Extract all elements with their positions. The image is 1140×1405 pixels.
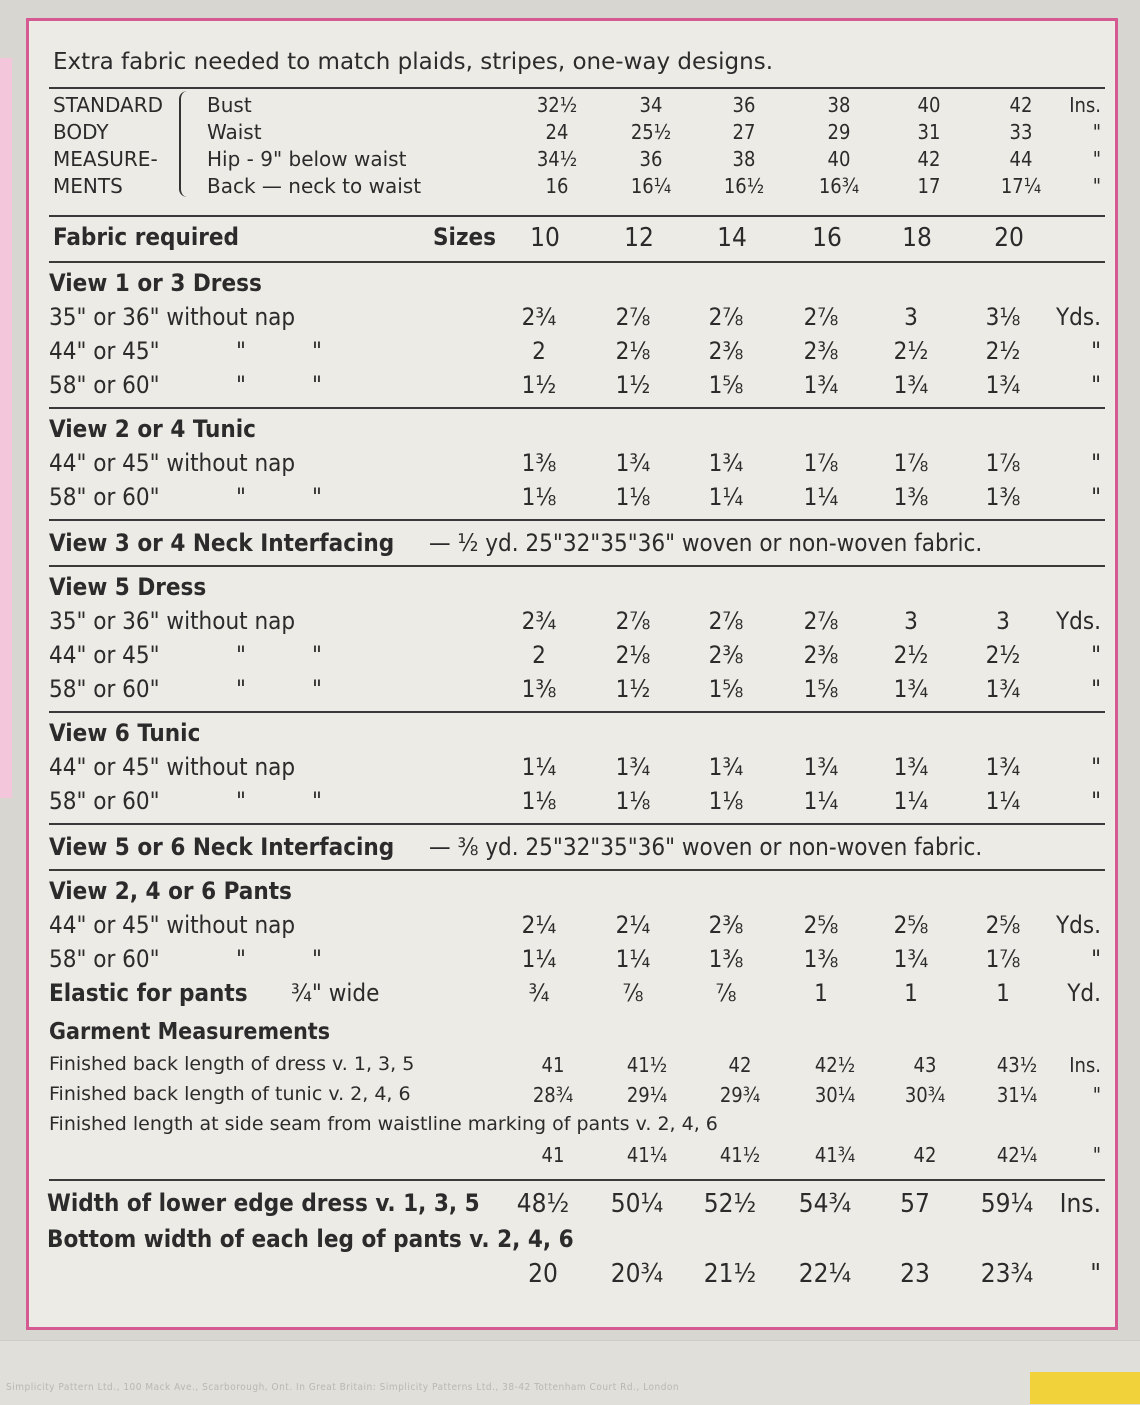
body-measure-value: 38 <box>827 93 851 117</box>
size-value: 3 <box>904 607 918 635</box>
section-title: View 5 Dress <box>49 573 207 601</box>
size-value: 1⅜ <box>985 483 1021 511</box>
row-label: 44" or 45" <box>49 641 160 669</box>
interfacing-title: View 5 or 6 Neck Interfacing <box>49 833 395 861</box>
rule-line <box>49 519 1105 521</box>
garment-label: Finished back length of tunic v. 2, 4, 6 <box>49 1083 411 1105</box>
garment-value: 43 <box>913 1053 937 1077</box>
interfacing-text: — ½ yd. 25"32"35"36" woven or non-woven fabric. <box>429 529 983 557</box>
width-value: 59¼ <box>980 1189 1034 1219</box>
width-value: 52½ <box>703 1189 757 1219</box>
garment-value: 28¾ <box>532 1083 574 1107</box>
size-value: 1⅝ <box>708 371 744 399</box>
body-measure-value: 34½ <box>536 147 578 171</box>
garment-value: 43½ <box>996 1053 1038 1077</box>
row-label-extra: ¾" wide <box>291 979 380 1007</box>
size-header: 20 <box>994 223 1024 253</box>
size-value: 1⅞ <box>803 449 839 477</box>
body-measure-label: Waist <box>207 120 262 144</box>
ditto-mark: " <box>312 483 322 511</box>
unit-label: Yds. <box>1056 303 1101 331</box>
size-value: 2½ <box>985 641 1021 669</box>
size-value: 1⅞ <box>985 449 1021 477</box>
garment-value: 42¼ <box>996 1143 1038 1167</box>
garment-value: 29¾ <box>719 1083 761 1107</box>
sizes-label: Sizes <box>433 223 497 251</box>
size-header: 16 <box>812 223 842 253</box>
size-value: 2⅜ <box>708 641 744 669</box>
rule-line <box>49 215 1105 217</box>
size-value: 1¼ <box>615 945 651 973</box>
row-label: Elastic for pants <box>49 979 248 1007</box>
size-value: 1⅛ <box>521 787 557 815</box>
width-value: 21½ <box>703 1259 757 1289</box>
ditto-mark: " <box>312 675 322 703</box>
body-measure-value: 25½ <box>630 120 672 144</box>
width-value: 20 <box>528 1259 558 1289</box>
rule-line <box>49 869 1105 871</box>
size-value: 2⅞ <box>803 303 839 331</box>
garment-value: 41½ <box>626 1053 668 1077</box>
size-value: 1¼ <box>521 753 557 781</box>
row-label: 58" or 60" <box>49 945 160 973</box>
row-label: 58" or 60" <box>49 483 160 511</box>
rule-line <box>49 711 1105 713</box>
garment-label: Finished back length of dress v. 1, 3, 5 <box>49 1053 415 1075</box>
size-value: 1⅜ <box>893 483 929 511</box>
row-label: 44" or 45" <box>49 337 160 365</box>
size-value: 1¾ <box>985 675 1021 703</box>
unit-label: " <box>1092 1143 1101 1167</box>
unit-label: " <box>1091 449 1101 477</box>
size-value: 1¾ <box>893 371 929 399</box>
interfacing-text: — ⅜ yd. 25"32"35"36" woven or non-woven fabric. <box>429 833 983 861</box>
yellow-tab <box>1030 1372 1140 1404</box>
width-label: Width of lower edge dress v. 1, 3, 5 <box>47 1189 480 1217</box>
row-label: 58" or 60" <box>49 787 160 815</box>
size-value: 1¼ <box>803 787 839 815</box>
size-value: 2¾ <box>521 303 557 331</box>
size-value: 2¼ <box>521 911 557 939</box>
size-value: 1¼ <box>803 483 839 511</box>
garment-value: 42½ <box>814 1053 856 1077</box>
size-value: 1¾ <box>615 753 651 781</box>
size-value: 2⅞ <box>803 607 839 635</box>
size-value: 2⅞ <box>615 303 651 331</box>
size-value: 1 <box>996 979 1010 1007</box>
unit-label: " <box>1092 1083 1101 1107</box>
width-value: 48½ <box>516 1189 570 1219</box>
unit-label: " <box>1091 787 1101 815</box>
garment-value: 29¼ <box>626 1083 668 1107</box>
ditto-mark: " <box>236 675 246 703</box>
ditto-mark: " <box>236 483 246 511</box>
size-value: 1¼ <box>985 787 1021 815</box>
size-value: 3⅛ <box>985 303 1021 331</box>
size-value: ⅞ <box>622 979 644 1007</box>
garment-label: Finished length at side seam from waistline marking of pants v. 2, 4, 6 <box>49 1113 718 1135</box>
pink-side-strip <box>0 58 12 798</box>
size-header: 18 <box>902 223 932 253</box>
unit-label: Yd. <box>1067 979 1101 1007</box>
size-value: 1¾ <box>615 449 651 477</box>
size-value: ¾ <box>528 979 550 1007</box>
size-header: 12 <box>624 223 654 253</box>
body-measure-value: 40 <box>827 147 851 171</box>
size-value: 1½ <box>615 371 651 399</box>
ditto-mark: " <box>312 945 322 973</box>
size-value: 1½ <box>521 371 557 399</box>
size-value: ⅞ <box>715 979 737 1007</box>
size-value: 2⅜ <box>708 911 744 939</box>
size-value: 1⅛ <box>521 483 557 511</box>
pattern-sheet <box>26 18 1118 1330</box>
ditto-mark: " <box>312 371 322 399</box>
size-value: 2⅞ <box>708 607 744 635</box>
body-measure-label: Bust <box>207 93 252 117</box>
size-value: 1¾ <box>803 753 839 781</box>
ditto-mark: " <box>312 337 322 365</box>
row-label: 35" or 36" without nap <box>49 607 296 635</box>
body-measure-side-label: BODY <box>53 120 109 144</box>
size-value: 2⅝ <box>893 911 929 939</box>
size-value: 1⅜ <box>521 449 557 477</box>
unit-label: " <box>1092 147 1101 171</box>
row-label: 44" or 45" without nap <box>49 753 296 781</box>
body-measure-side-label: MEASURE- <box>53 147 158 171</box>
section-title: View 6 Tunic <box>49 719 201 747</box>
size-value: 1¾ <box>893 675 929 703</box>
size-value: 1¾ <box>985 371 1021 399</box>
size-value: 1⅜ <box>803 945 839 973</box>
size-value: 1¾ <box>985 753 1021 781</box>
ditto-mark: " <box>312 787 322 815</box>
unit-label: " <box>1090 1259 1101 1289</box>
garment-value: 30¼ <box>814 1083 856 1107</box>
unit-label: Ins. <box>1069 93 1101 117</box>
rule-line <box>49 407 1105 409</box>
row-label: 35" or 36" without nap <box>49 303 296 331</box>
unit-label: Yds. <box>1056 911 1101 939</box>
size-value: 1¼ <box>708 483 744 511</box>
size-value: 2⅝ <box>803 911 839 939</box>
brace-icon <box>179 91 193 197</box>
header-note: Extra fabric needed to match plaids, stripes, one-way designs. <box>53 49 774 75</box>
size-value: 1½ <box>615 675 651 703</box>
rule-line <box>49 261 1105 263</box>
body-measure-value: 38 <box>732 147 756 171</box>
width-value: 23 <box>900 1259 930 1289</box>
width-value: 50¼ <box>610 1189 664 1219</box>
fabric-required-label: Fabric required <box>53 223 240 251</box>
body-measure-value: 17 <box>917 174 941 198</box>
body-measure-label: Hip - 9" below waist <box>207 147 407 171</box>
size-value: 1¾ <box>803 371 839 399</box>
size-value: 1 <box>904 979 918 1007</box>
size-value: 1⅛ <box>615 787 651 815</box>
row-label: 58" or 60" <box>49 371 160 399</box>
unit-label: " <box>1092 174 1101 198</box>
body-measure-value: 32½ <box>536 93 578 117</box>
size-value: 2⅜ <box>708 337 744 365</box>
body-measure-value: 42 <box>1009 93 1033 117</box>
size-value: 2⅛ <box>615 641 651 669</box>
garment-value: 41¾ <box>814 1143 856 1167</box>
body-measure-value: 29 <box>827 120 851 144</box>
width-value: 23¾ <box>980 1259 1034 1289</box>
body-measure-value: 34 <box>639 93 663 117</box>
garment-value: 41½ <box>719 1143 761 1167</box>
width-value: 57 <box>900 1189 930 1219</box>
body-measure-value: 16¾ <box>818 174 860 198</box>
publisher-imprint: Simplicity Pattern Ltd., 100 Mack Ave., Scarborough, Ont. In Great Britain: Simplicity Patterns Ltd., 38-42 Tottenham Court Rd., London <box>6 1382 680 1393</box>
unit-label: Ins. <box>1069 1053 1101 1077</box>
body-measure-value: 44 <box>1009 147 1033 171</box>
row-label: 44" or 45" without nap <box>49 911 296 939</box>
size-value: 1⅜ <box>708 945 744 973</box>
unit-label: " <box>1091 337 1101 365</box>
body-measure-value: 36 <box>639 147 663 171</box>
unit-label: " <box>1091 945 1101 973</box>
body-measure-value: 16 <box>545 174 569 198</box>
garment-value: 31¼ <box>996 1083 1038 1107</box>
size-value: 2¼ <box>615 911 651 939</box>
ditto-mark: " <box>236 337 246 365</box>
size-value: 1⅞ <box>893 449 929 477</box>
envelope-bottom <box>0 1340 1140 1405</box>
unit-label: " <box>1091 675 1101 703</box>
size-value: 2⅜ <box>803 337 839 365</box>
size-value: 1¾ <box>893 945 929 973</box>
ditto-mark: " <box>236 371 246 399</box>
body-measure-side-label: STANDARD <box>53 93 164 117</box>
size-value: 3 <box>996 607 1010 635</box>
size-value: 2⅛ <box>615 337 651 365</box>
unit-label: Ins. <box>1059 1189 1101 1219</box>
body-measure-value: 31 <box>917 120 941 144</box>
size-value: 1¼ <box>893 787 929 815</box>
size-value: 1⅝ <box>708 675 744 703</box>
section-title: View 2 or 4 Tunic <box>49 415 256 443</box>
size-header: 14 <box>717 223 747 253</box>
body-measure-value: 16½ <box>723 174 765 198</box>
unit-label: " <box>1091 483 1101 511</box>
row-label: 58" or 60" <box>49 675 160 703</box>
body-measure-value: 16¼ <box>630 174 672 198</box>
size-value: 1¾ <box>893 753 929 781</box>
size-value: 1 <box>814 979 828 1007</box>
rule-line <box>49 823 1105 825</box>
size-header: 10 <box>530 223 560 253</box>
size-value: 1¾ <box>708 753 744 781</box>
size-value: 1¼ <box>521 945 557 973</box>
size-value: 2⅞ <box>615 607 651 635</box>
size-value: 2½ <box>893 337 929 365</box>
body-measure-value: 40 <box>917 93 941 117</box>
size-value: 2¾ <box>521 607 557 635</box>
body-measure-value: 24 <box>545 120 569 144</box>
section-title: View 2, 4 or 6 Pants <box>49 877 292 905</box>
rule-line <box>49 87 1105 89</box>
body-measure-label: Back — neck to waist <box>207 174 422 198</box>
unit-label: " <box>1091 753 1101 781</box>
width-value: 54¾ <box>798 1189 852 1219</box>
size-value: 1⅝ <box>803 675 839 703</box>
unit-label: " <box>1092 120 1101 144</box>
size-value: 2½ <box>985 337 1021 365</box>
garment-value: 30¾ <box>904 1083 946 1107</box>
body-measure-side-label: MENTS <box>53 174 123 198</box>
body-measure-value: 17¼ <box>1000 174 1042 198</box>
ditto-mark: " <box>312 641 322 669</box>
body-measure-value: 42 <box>917 147 941 171</box>
size-value: 2 <box>532 337 546 365</box>
unit-label: " <box>1091 641 1101 669</box>
size-value: 3 <box>904 303 918 331</box>
size-value: 2½ <box>893 641 929 669</box>
section-title: View 1 or 3 Dress <box>49 269 262 297</box>
size-value: 1⅛ <box>615 483 651 511</box>
size-value: 2⅞ <box>708 303 744 331</box>
rule-line <box>49 565 1105 567</box>
rule-line <box>49 1179 1105 1181</box>
width-label: Bottom width of each leg of pants v. 2, 4, 6 <box>47 1225 574 1253</box>
size-value: 2⅝ <box>985 911 1021 939</box>
row-label: 44" or 45" without nap <box>49 449 296 477</box>
ditto-mark: " <box>236 641 246 669</box>
unit-label: Yds. <box>1056 607 1101 635</box>
size-value: 1⅞ <box>985 945 1021 973</box>
garment-value: 42 <box>913 1143 937 1167</box>
body-measure-value: 27 <box>732 120 756 144</box>
garment-title: Garment Measurements <box>49 1019 331 1045</box>
size-value: 1¾ <box>708 449 744 477</box>
garment-value: 41 <box>541 1143 565 1167</box>
ditto-mark: " <box>236 787 246 815</box>
garment-value: 42 <box>728 1053 752 1077</box>
size-value: 1⅜ <box>521 675 557 703</box>
size-value: 2⅜ <box>803 641 839 669</box>
width-value: 20¾ <box>610 1259 664 1289</box>
garment-value: 41¼ <box>626 1143 668 1167</box>
interfacing-title: View 3 or 4 Neck Interfacing <box>49 529 395 557</box>
size-value: 1⅛ <box>708 787 744 815</box>
garment-value: 41 <box>541 1053 565 1077</box>
body-measure-value: 33 <box>1009 120 1033 144</box>
unit-label: " <box>1091 371 1101 399</box>
ditto-mark: " <box>236 945 246 973</box>
body-measure-value: 36 <box>732 93 756 117</box>
size-value: 2 <box>532 641 546 669</box>
width-value: 22¼ <box>798 1259 852 1289</box>
